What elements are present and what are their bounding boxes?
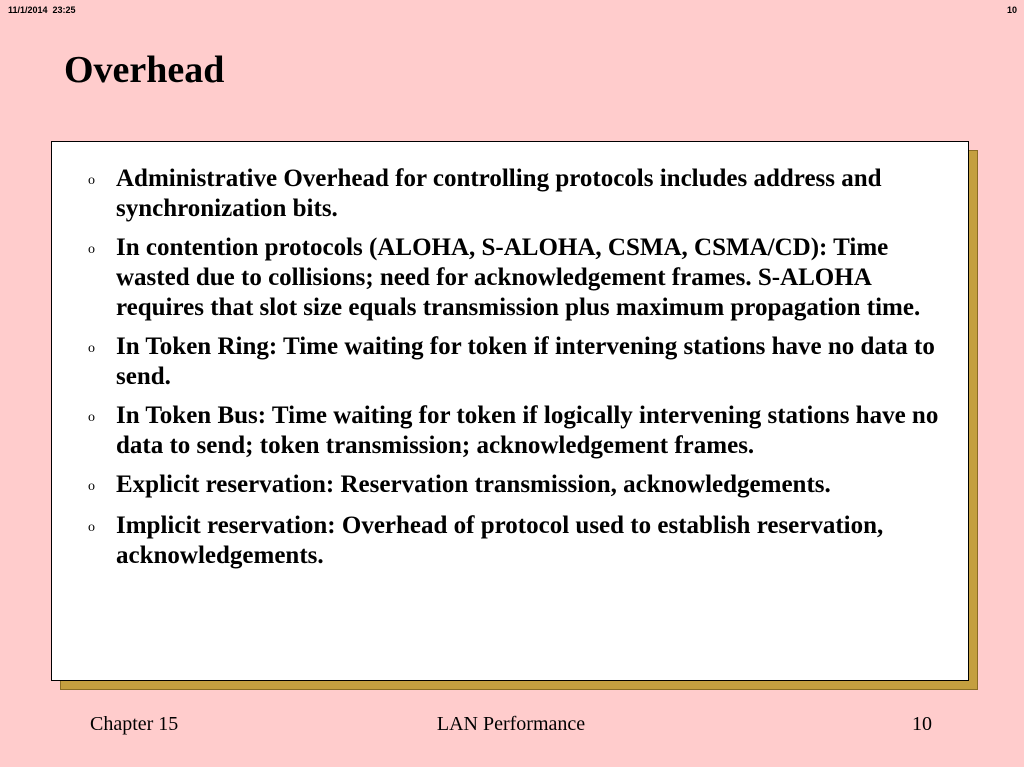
slide-title: Overhead	[64, 49, 225, 91]
bullet-item	[88, 164, 958, 224]
bullet-marker-icon: o	[88, 173, 95, 188]
bullet-text: In Token Ring: Time waiting for token if intervening stations have no data to send.	[116, 333, 935, 390]
footer-title: LAN Performance	[436, 713, 586, 735]
header-date-time: 11/1/2014 23:25	[8, 5, 76, 15]
bullet-text: In Token Bus: Time waiting for token if logically intervening stations have no data to send; token transmission; acknowledgement frames.	[116, 402, 939, 459]
footer-chapter: Chapter 15	[90, 713, 179, 735]
bullet-item	[88, 511, 958, 571]
bullet-item	[88, 401, 958, 461]
content-box	[51, 141, 969, 681]
bullet-list	[88, 164, 958, 580]
bullet-text: Explicit reservation: Reservation transmission, acknowledgements.	[116, 471, 831, 498]
bullet-text: In contention protocols (ALOHA, S-ALOHA, CSMA, CSMA/CD): Time wasted due to collisions; need for acknowledgement frames. S-ALOHA requires that slot size equals transmission plus maximum propagation time.	[116, 234, 921, 321]
bullet-marker-icon: o	[88, 520, 95, 535]
footer-page-number: 10	[912, 713, 932, 735]
bullet-marker-icon: o	[88, 479, 95, 494]
bullet-text: Implicit reservation: Overhead of protocol used to establish reservation, acknowledgements.	[116, 512, 884, 569]
header-slide-number: 10	[1006, 5, 1017, 15]
bullet-item	[88, 470, 958, 502]
bullet-item	[88, 332, 958, 392]
bullet-marker-icon: o	[88, 341, 95, 356]
bullet-marker-icon: o	[88, 410, 95, 425]
bullet-item	[88, 233, 958, 323]
bullet-marker-icon: o	[88, 242, 95, 257]
bullet-text: Administrative Overhead for controlling protocols includes address and synchronization bits.	[116, 165, 882, 222]
